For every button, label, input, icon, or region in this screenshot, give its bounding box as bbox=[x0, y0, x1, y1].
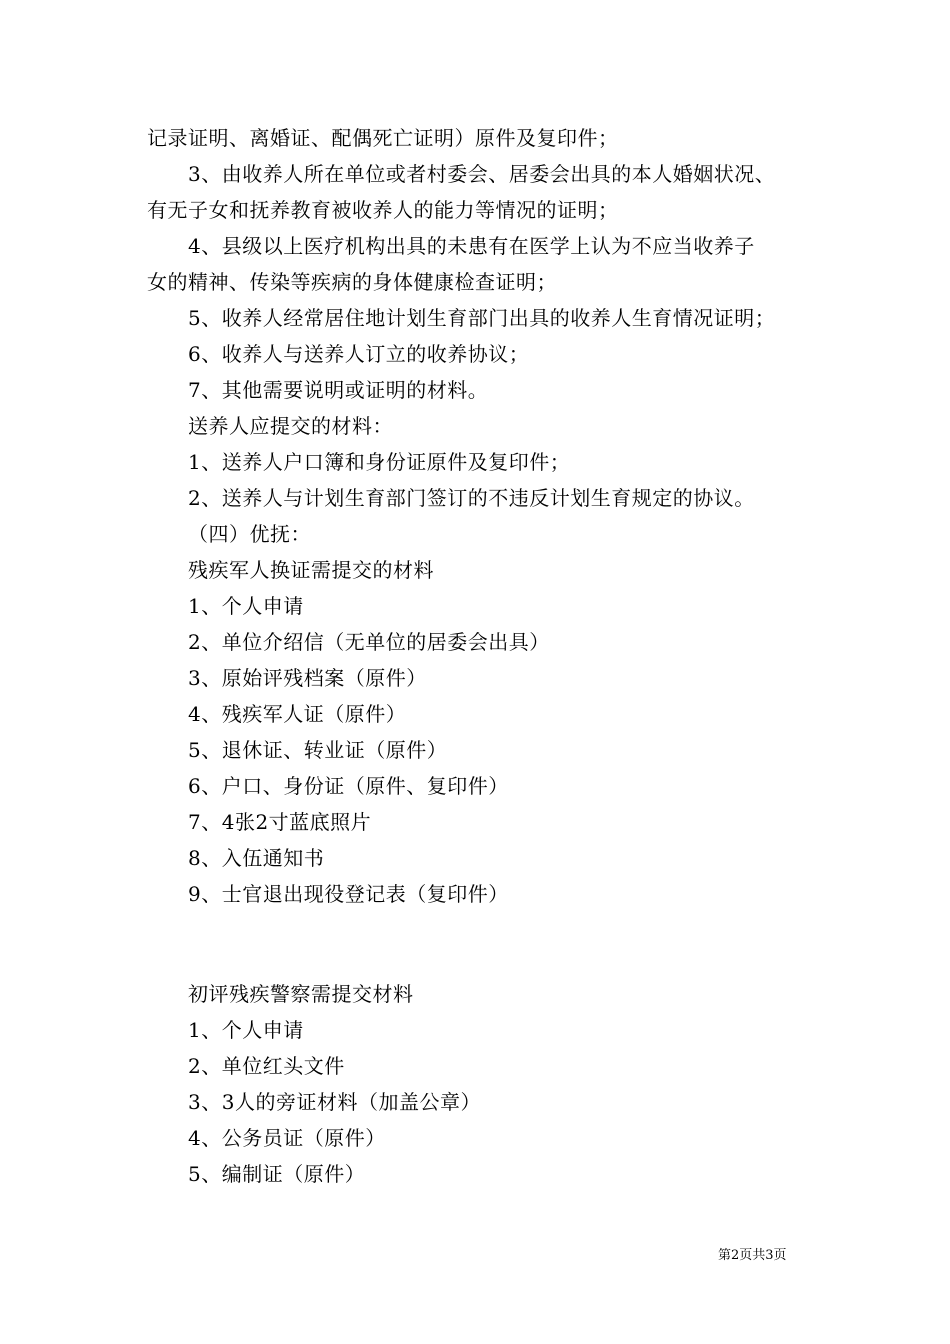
text-line: 记录证明、离婚证、配偶死亡证明）原件及复印件； bbox=[147, 126, 619, 150]
list-item: 8、入伍通知书 bbox=[188, 846, 325, 870]
list-item: 3、原始评残档案（原件） bbox=[188, 666, 427, 690]
text-line: 4、县级以上医疗机构出具的未患有在医学上认为不应当收养子 bbox=[188, 234, 755, 258]
text-line: 2、送养人与计划生育部门签订的不违反计划生育规定的协议。 bbox=[188, 486, 755, 510]
text-line: 7、其他需要说明或证明的材料。 bbox=[188, 378, 489, 402]
text-line: 女的精神、传染等疾病的身体健康检查证明； bbox=[147, 270, 557, 294]
text-line: 有无子女和抚养教育被收养人的能力等情况的证明； bbox=[147, 198, 619, 222]
list-item: 7、4张2寸蓝底照片 bbox=[188, 810, 372, 834]
list-item: 4、残疾军人证（原件） bbox=[188, 702, 407, 726]
section-heading: 送养人应提交的材料： bbox=[188, 414, 393, 438]
list-item: 6、户口、身份证（原件、复印件） bbox=[188, 774, 509, 798]
text-line: 6、收养人与送养人订立的收养协议； bbox=[188, 342, 530, 366]
list-item: 1、个人申请 bbox=[188, 1018, 304, 1042]
section-heading: 残疾军人换证需提交的材料 bbox=[188, 558, 434, 582]
text-line: 3、由收养人所在单位或者村委会、居委会出具的本人婚姻状况、 bbox=[188, 162, 776, 186]
list-item: 1、个人申请 bbox=[188, 594, 304, 618]
list-item: 4、公务员证（原件） bbox=[188, 1126, 386, 1150]
list-item: 5、退休证、转业证（原件） bbox=[188, 738, 448, 762]
section-heading: 初评残疾警察需提交材料 bbox=[188, 982, 414, 1006]
text-line: 1、送养人户口簿和身份证原件及复印件； bbox=[188, 450, 571, 474]
list-item: 2、单位红头文件 bbox=[188, 1054, 345, 1078]
section-heading: （四）优抚： bbox=[188, 522, 311, 546]
text-line: 5、收养人经常居住地计划生育部门出具的收养人生育情况证明； bbox=[188, 306, 776, 330]
list-item: 9、士官退出现役登记表（复印件） bbox=[188, 882, 509, 906]
list-item: 5、编制证（原件） bbox=[188, 1162, 366, 1186]
list-item: 2、单位介绍信（无单位的居委会出具） bbox=[188, 630, 550, 654]
list-item: 3、3人的旁证材料（加盖公章） bbox=[188, 1090, 481, 1114]
page-number: 第2页共3页 bbox=[718, 1248, 787, 1263]
